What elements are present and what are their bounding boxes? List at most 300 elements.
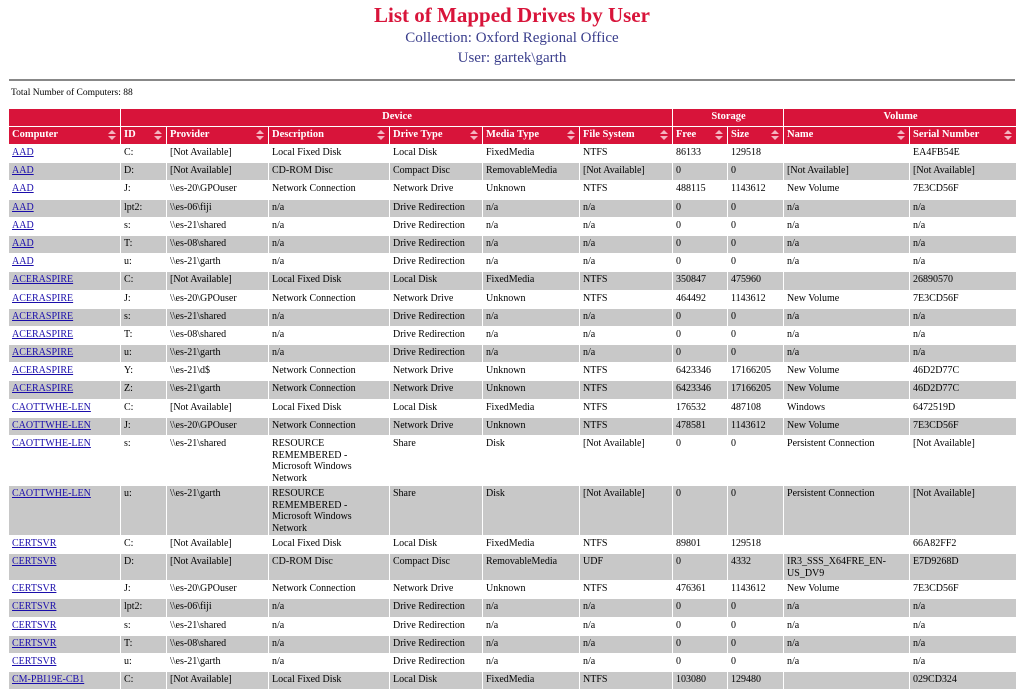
computer-link[interactable]: CAOTTWHE-LEN: [12, 438, 91, 449]
cell-provider: [Not Available]: [167, 399, 269, 417]
column-header-id[interactable]: [121, 127, 167, 145]
cell-computer: [9, 145, 121, 163]
cell-size: 0: [728, 199, 784, 217]
computer-link[interactable]: CERTSVR: [12, 637, 57, 649]
column-header-description[interactable]: [269, 127, 390, 145]
column-label: Description: [272, 129, 324, 140]
cell-computer: [9, 308, 121, 326]
cell-computer: [9, 554, 121, 581]
cell-free: 0: [673, 486, 728, 536]
computer-link[interactable]: ACERASPIRE: [12, 310, 74, 322]
cell-file-system: NTFS: [580, 363, 673, 381]
cell-computer: [9, 163, 121, 181]
cell-file-system: n/a: [580, 217, 673, 235]
cell-drive-type: Drive Redirection: [390, 345, 483, 363]
cell-drive-type: Drive Redirection: [390, 635, 483, 653]
cell-media-type: n/a: [483, 254, 580, 272]
column-header-free[interactable]: [673, 127, 728, 145]
mapped-drives-table: [8, 108, 1017, 690]
cell-description: n/a: [269, 254, 390, 272]
cell-size: 129480: [728, 672, 784, 690]
cell-computer: [9, 254, 121, 272]
cell-size: 0: [728, 326, 784, 344]
computer-link[interactable]: CERTSVR: [12, 538, 57, 549]
cell-description: Network Connection: [269, 581, 390, 599]
cell-serial-number: 7E3CD56F: [910, 290, 1017, 308]
cell-media-type: n/a: [483, 235, 580, 253]
group-header-row: [9, 109, 1017, 127]
cell-id: lpt2:: [121, 599, 167, 617]
cell-drive-type: Share: [390, 486, 483, 536]
cell-provider: \\es-08\shared: [167, 635, 269, 653]
column-label: Computer: [12, 129, 59, 140]
cell-computer: [9, 635, 121, 653]
cell-media-type: Unknown: [483, 181, 580, 199]
cell-free: 86133: [673, 145, 728, 163]
cell-file-system: n/a: [580, 199, 673, 217]
cell-file-system: [Not Available]: [580, 436, 673, 486]
cell-serial-number: n/a: [910, 235, 1017, 253]
cell-description: n/a: [269, 326, 390, 344]
header-divider: [9, 79, 1015, 81]
computer-link[interactable]: CAOTTWHE-LEN: [12, 419, 91, 431]
cell-free: 464492: [673, 290, 728, 308]
cell-computer: [9, 672, 121, 690]
sort-arrows-icon[interactable]: [108, 130, 116, 140]
cell-description: n/a: [269, 235, 390, 253]
cell-serial-number: n/a: [910, 254, 1017, 272]
cell-media-type: n/a: [483, 653, 580, 671]
cell-id: s:: [121, 436, 167, 486]
cell-id: u:: [121, 254, 167, 272]
cell-free: 0: [673, 554, 728, 581]
cell-file-system: n/a: [580, 235, 673, 253]
cell-size: 0: [728, 599, 784, 617]
cell-drive-type: Drive Redirection: [390, 254, 483, 272]
cell-id: D:: [121, 163, 167, 181]
cell-size: 0: [728, 635, 784, 653]
sort-arrows-icon[interactable]: [256, 130, 264, 140]
cell-name: Persistent Connection: [784, 436, 910, 486]
cell-serial-number: n/a: [910, 635, 1017, 653]
table-row: [9, 381, 1017, 399]
column-label: Serial Number: [913, 129, 980, 140]
cell-serial-number: 26890570: [910, 272, 1017, 290]
cell-file-system: NTFS: [580, 290, 673, 308]
cell-size: 0: [728, 345, 784, 363]
cell-provider: \\es-08\shared: [167, 326, 269, 344]
cell-name: [784, 145, 910, 163]
cell-file-system: n/a: [580, 635, 673, 653]
cell-provider: \\es-21\garth: [167, 254, 269, 272]
cell-serial-number: n/a: [910, 308, 1017, 326]
computer-link[interactable]: CM-PBI19E-CB1: [12, 674, 85, 686]
cell-drive-type: Local Disk: [390, 672, 483, 690]
cell-computer: [9, 486, 121, 536]
cell-media-type: n/a: [483, 326, 580, 344]
table-row: [9, 254, 1017, 272]
cell-size: 17166205: [728, 363, 784, 381]
cell-free: 0: [673, 345, 728, 363]
cell-serial-number: [Not Available]: [910, 163, 1017, 181]
cell-provider: \\es-08\shared: [167, 235, 269, 253]
cell-free: 0: [673, 599, 728, 617]
cell-name: n/a: [784, 635, 910, 653]
cell-file-system: n/a: [580, 617, 673, 635]
computer-link[interactable]: CERTSVR: [12, 601, 57, 613]
cell-name: New Volume: [784, 581, 910, 599]
cell-name: [Not Available]: [784, 163, 910, 181]
computer-link[interactable]: CAOTTWHE-LEN: [12, 401, 91, 413]
cell-serial-number: n/a: [910, 617, 1017, 635]
cell-size: 0: [728, 486, 784, 536]
column-header-name[interactable]: [784, 127, 910, 145]
cell-drive-type: Drive Redirection: [390, 617, 483, 635]
cell-media-type: Unknown: [483, 417, 580, 435]
cell-free: 0: [673, 308, 728, 326]
cell-computer: [9, 599, 121, 617]
column-header-row: [9, 127, 1017, 145]
cell-description: CD-ROM Disc: [269, 163, 390, 181]
column-header-computer[interactable]: [9, 127, 121, 145]
cell-media-type: n/a: [483, 345, 580, 363]
cell-id: C:: [121, 272, 167, 290]
cell-id: T:: [121, 235, 167, 253]
cell-name: New Volume: [784, 181, 910, 199]
cell-free: 0: [673, 235, 728, 253]
cell-description: n/a: [269, 308, 390, 326]
table-row: [9, 436, 1017, 486]
sort-arrows-icon[interactable]: [154, 130, 162, 140]
cell-serial-number: 66A82FF2: [910, 536, 1017, 554]
cell-description: CD-ROM Disc: [269, 554, 390, 581]
cell-serial-number: 46D2D77C: [910, 363, 1017, 381]
cell-drive-type: Share: [390, 436, 483, 486]
computer-link[interactable]: AAD: [12, 256, 34, 268]
table-row: [9, 290, 1017, 308]
cell-free: 0: [673, 617, 728, 635]
sort-arrows-icon[interactable]: [897, 130, 905, 140]
cell-drive-type: Network Drive: [390, 581, 483, 599]
cell-provider: \\es-21\garth: [167, 486, 269, 536]
column-header-file-system[interactable]: [580, 127, 673, 145]
cell-size: 0: [728, 217, 784, 235]
column-label: Size: [731, 129, 750, 140]
cell-serial-number: n/a: [910, 199, 1017, 217]
table-row: [9, 653, 1017, 671]
cell-computer: [9, 290, 121, 308]
cell-size: 1143612: [728, 581, 784, 599]
cell-size: 0: [728, 436, 784, 486]
cell-serial-number: 6472519D: [910, 399, 1017, 417]
column-header-serial-number[interactable]: [910, 127, 1017, 145]
cell-name: [784, 272, 910, 290]
cell-description: Local Fixed Disk: [269, 399, 390, 417]
cell-free: 476361: [673, 581, 728, 599]
computer-link[interactable]: CAOTTWHE-LEN: [12, 488, 91, 499]
cell-file-system: NTFS: [580, 381, 673, 399]
cell-name: New Volume: [784, 417, 910, 435]
cell-id: T:: [121, 635, 167, 653]
cell-id: C:: [121, 672, 167, 690]
cell-name: New Volume: [784, 290, 910, 308]
cell-provider: \\es-21\shared: [167, 308, 269, 326]
cell-computer: [9, 217, 121, 235]
cell-description: Local Fixed Disk: [269, 672, 390, 690]
cell-name: n/a: [784, 599, 910, 617]
cell-provider: \\es-21\shared: [167, 436, 269, 486]
table-row: [9, 235, 1017, 253]
cell-free: 0: [673, 635, 728, 653]
sort-arrows-icon[interactable]: [771, 130, 779, 140]
computer-link[interactable]: ACERASPIRE: [12, 347, 74, 359]
cell-computer: [9, 536, 121, 554]
group-storage: Storage: [673, 109, 784, 127]
computer-link[interactable]: CERTSVR: [12, 583, 57, 595]
cell-id: lpt2:: [121, 199, 167, 217]
cell-provider: \\es-21\garth: [167, 345, 269, 363]
computer-link[interactable]: AAD: [12, 201, 34, 213]
cell-drive-type: Network Drive: [390, 290, 483, 308]
cell-drive-type: Drive Redirection: [390, 326, 483, 344]
computer-link[interactable]: AAD: [12, 219, 34, 231]
table-row: [9, 672, 1017, 690]
cell-description: n/a: [269, 345, 390, 363]
cell-serial-number: 7E3CD56F: [910, 581, 1017, 599]
cell-name: n/a: [784, 653, 910, 671]
cell-free: 89801: [673, 536, 728, 554]
cell-drive-type: Local Disk: [390, 536, 483, 554]
cell-drive-type: Drive Redirection: [390, 235, 483, 253]
column-header-provider[interactable]: [167, 127, 269, 145]
sort-arrows-icon[interactable]: [715, 130, 723, 140]
cell-provider: [Not Available]: [167, 163, 269, 181]
computer-link[interactable]: AAD: [12, 183, 34, 195]
cell-serial-number: n/a: [910, 345, 1017, 363]
cell-drive-type: Drive Redirection: [390, 308, 483, 326]
cell-size: 129518: [728, 536, 784, 554]
cell-name: n/a: [784, 617, 910, 635]
cell-provider: [Not Available]: [167, 145, 269, 163]
cell-drive-type: Network Drive: [390, 363, 483, 381]
sort-arrows-icon[interactable]: [470, 130, 478, 140]
cell-name: Persistent Connection: [784, 486, 910, 536]
cell-provider: \\es-20\GPOuser: [167, 581, 269, 599]
cell-drive-type: Local Disk: [390, 272, 483, 290]
cell-description: RESOURCE REMEMBERED - Microsoft Windows Network: [269, 486, 390, 536]
cell-name: IR3_SSS_X64FRE_EN-US_DV9: [784, 554, 910, 581]
cell-free: 6423346: [673, 381, 728, 399]
cell-file-system: n/a: [580, 345, 673, 363]
cell-id: C:: [121, 145, 167, 163]
cell-media-type: n/a: [483, 308, 580, 326]
computer-link[interactable]: ACERASPIRE: [12, 292, 74, 304]
cell-computer: [9, 345, 121, 363]
column-header-size[interactable]: [728, 127, 784, 145]
cell-file-system: NTFS: [580, 145, 673, 163]
sort-arrows-icon[interactable]: [567, 130, 575, 140]
cell-size: 487108: [728, 399, 784, 417]
cell-serial-number: [Not Available]: [910, 436, 1017, 486]
cell-drive-type: Drive Redirection: [390, 599, 483, 617]
cell-drive-type: Drive Redirection: [390, 217, 483, 235]
computer-link[interactable]: ACERASPIRE: [12, 383, 74, 395]
table-row: [9, 417, 1017, 435]
computer-link[interactable]: CERTSVR: [12, 556, 57, 568]
group-device: Device: [121, 109, 673, 127]
computer-link[interactable]: AAD: [12, 147, 34, 158]
cell-free: 0: [673, 436, 728, 486]
cell-media-type: n/a: [483, 617, 580, 635]
cell-name: n/a: [784, 308, 910, 326]
cell-serial-number: n/a: [910, 326, 1017, 344]
cell-serial-number: n/a: [910, 217, 1017, 235]
cell-id: J:: [121, 417, 167, 435]
cell-media-type: FixedMedia: [483, 145, 580, 163]
cell-provider: \\es-20\GPOuser: [167, 181, 269, 199]
cell-media-type: FixedMedia: [483, 672, 580, 690]
column-label: Drive Type: [393, 129, 443, 140]
cell-size: 0: [728, 254, 784, 272]
sort-arrows-icon[interactable]: [377, 130, 385, 140]
table-row: [9, 581, 1017, 599]
cell-computer: [9, 199, 121, 217]
cell-provider: \\es-21\garth: [167, 653, 269, 671]
cell-description: Local Fixed Disk: [269, 536, 390, 554]
cell-drive-type: Local Disk: [390, 145, 483, 163]
cell-free: 0: [673, 254, 728, 272]
table-row: [9, 399, 1017, 417]
cell-size: 17166205: [728, 381, 784, 399]
cell-name: n/a: [784, 254, 910, 272]
group-volume: Volume: [784, 109, 1017, 127]
cell-computer: [9, 381, 121, 399]
cell-provider: \\es-21\d$: [167, 363, 269, 381]
table-row: [9, 272, 1017, 290]
cell-size: 1143612: [728, 181, 784, 199]
cell-media-type: n/a: [483, 217, 580, 235]
computer-link[interactable]: AAD: [12, 237, 34, 249]
table-row: [9, 363, 1017, 381]
cell-provider: \\es-20\GPOuser: [167, 417, 269, 435]
cell-description: n/a: [269, 199, 390, 217]
report-header: [0, 2, 1024, 68]
computer-link[interactable]: AAD: [12, 165, 34, 177]
cell-media-type: Unknown: [483, 363, 580, 381]
column-label: Provider: [170, 129, 210, 140]
cell-media-type: FixedMedia: [483, 272, 580, 290]
cell-id: J:: [121, 181, 167, 199]
cell-file-system: UDF: [580, 554, 673, 581]
cell-free: 0: [673, 217, 728, 235]
group-empty: [9, 109, 121, 127]
computer-link[interactable]: CERTSVR: [12, 655, 57, 667]
table-row: [9, 599, 1017, 617]
cell-description: Network Connection: [269, 381, 390, 399]
cell-drive-type: Compact Disc: [390, 554, 483, 581]
column-label: Name: [787, 129, 814, 140]
cell-drive-type: Network Drive: [390, 181, 483, 199]
cell-name: n/a: [784, 345, 910, 363]
cell-drive-type: Network Drive: [390, 381, 483, 399]
table-row: [9, 163, 1017, 181]
column-header-media-type[interactable]: [483, 127, 580, 145]
cell-serial-number: n/a: [910, 653, 1017, 671]
cell-computer: [9, 399, 121, 417]
cell-description: Local Fixed Disk: [269, 272, 390, 290]
cell-id: u:: [121, 653, 167, 671]
cell-serial-number: EA4FB54E: [910, 145, 1017, 163]
cell-free: 176532: [673, 399, 728, 417]
cell-size: 0: [728, 163, 784, 181]
computer-link[interactable]: ACERASPIRE: [12, 328, 74, 340]
cell-free: 488115: [673, 181, 728, 199]
cell-description: Local Fixed Disk: [269, 145, 390, 163]
sort-arrows-icon[interactable]: [660, 130, 668, 140]
cell-file-system: n/a: [580, 254, 673, 272]
cell-serial-number: [Not Available]: [910, 486, 1017, 536]
cell-free: 0: [673, 199, 728, 217]
column-header-drive-type[interactable]: [390, 127, 483, 145]
cell-provider: \\es-06\fiji: [167, 199, 269, 217]
cell-name: n/a: [784, 235, 910, 253]
cell-free: 0: [673, 326, 728, 344]
table-row: [9, 217, 1017, 235]
computer-link[interactable]: ACERASPIRE: [12, 274, 74, 286]
table-row: [9, 617, 1017, 635]
cell-file-system: NTFS: [580, 399, 673, 417]
cell-file-system: NTFS: [580, 181, 673, 199]
cell-provider: \\es-21\shared: [167, 617, 269, 635]
cell-media-type: Disk: [483, 436, 580, 486]
cell-serial-number: n/a: [910, 599, 1017, 617]
computer-link[interactable]: CERTSVR: [12, 619, 57, 631]
cell-size: 0: [728, 308, 784, 326]
column-label: File System: [583, 129, 635, 140]
cell-provider: [Not Available]: [167, 272, 269, 290]
cell-size: 0: [728, 653, 784, 671]
table-body: [9, 145, 1017, 690]
cell-id: s:: [121, 308, 167, 326]
cell-media-type: Unknown: [483, 581, 580, 599]
cell-name: Windows: [784, 399, 910, 417]
user-label: User: gartek\garth: [457, 50, 567, 66]
cell-description: n/a: [269, 617, 390, 635]
column-label: Media Type: [486, 129, 539, 140]
cell-media-type: RemovableMedia: [483, 554, 580, 581]
cell-description: Network Connection: [269, 290, 390, 308]
cell-serial-number: 7E3CD56F: [910, 417, 1017, 435]
cell-description: n/a: [269, 217, 390, 235]
cell-computer: [9, 581, 121, 599]
table-row: [9, 326, 1017, 344]
cell-free: 103080: [673, 672, 728, 690]
cell-file-system: NTFS: [580, 672, 673, 690]
sort-arrows-icon[interactable]: [1004, 130, 1012, 140]
table-row: [9, 486, 1017, 536]
cell-id: Y:: [121, 363, 167, 381]
cell-description: n/a: [269, 635, 390, 653]
cell-name: n/a: [784, 326, 910, 344]
column-label: Free: [676, 129, 697, 140]
cell-serial-number: 029CD324: [910, 672, 1017, 690]
cell-size: 475960: [728, 272, 784, 290]
cell-id: J:: [121, 290, 167, 308]
computer-link[interactable]: ACERASPIRE: [12, 365, 74, 377]
table-row: [9, 308, 1017, 326]
cell-computer: [9, 272, 121, 290]
table-row: [9, 199, 1017, 217]
